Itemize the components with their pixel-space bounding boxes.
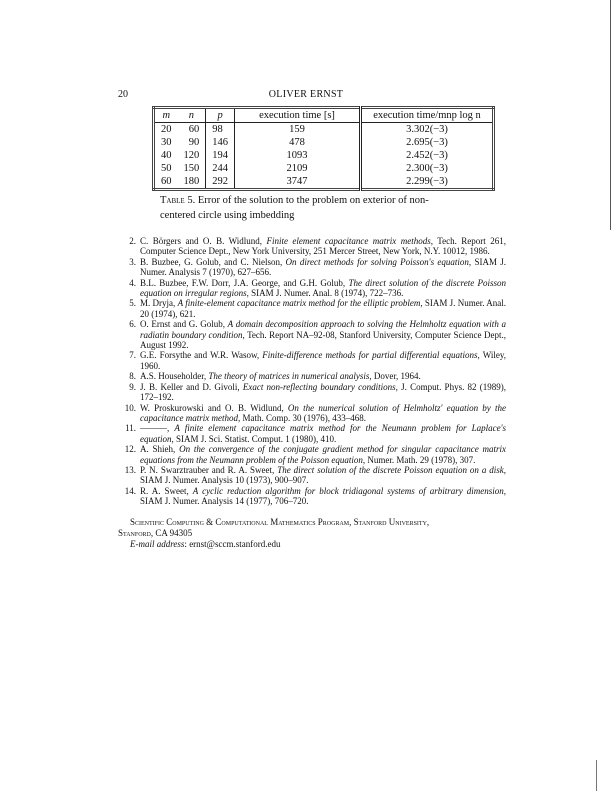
- reference-details: , SIAM J. Numer. Analysis 7 (1970), 627–656.: [140, 256, 507, 278]
- reference-authors: C. Börgers and O. B. Widlund,: [140, 236, 267, 246]
- reference-item: [128, 236, 506, 257]
- table-cell: 2109: [235, 162, 361, 175]
- reference-details: , J. Comput. Phys. 82 (1989), 172–192.: [140, 381, 507, 403]
- reference-number: 7.: [129, 350, 136, 361]
- results-table: [152, 106, 495, 191]
- table-cell: 40: [161, 150, 172, 161]
- reference-authors: W. Proskurowski and O. B. Widlund,: [140, 402, 288, 413]
- reference-details: , SIAM J. Numer. Anal. 20 (1974), 621.: [140, 298, 507, 319]
- col-header: p: [206, 108, 235, 123]
- reference-item: [124, 444, 506, 465]
- col-header: n: [178, 108, 206, 123]
- table-row: [154, 123, 494, 137]
- table-cell: 244: [206, 162, 235, 175]
- table-cell: 3747: [235, 175, 361, 190]
- address-line-2: Stanford, CA 94305: [118, 528, 193, 538]
- table-cell: 159: [235, 123, 361, 137]
- table-cell: 478: [235, 136, 361, 149]
- table-row: [154, 136, 494, 149]
- reference-details: , SIAM J. Numer. Analysis 10 (1973), 900–907.: [140, 464, 507, 486]
- table-cell: 292: [206, 175, 235, 190]
- reference-title: On the numerical solution of Helmholtz' equation by the capacitance matrix method: [140, 402, 506, 423]
- table-cell: 60: [161, 176, 172, 187]
- reference-title: On direct methods for solving Poisson's equation: [285, 256, 469, 267]
- reference-title: A cyclic reduction algorithm for block tridiagonal systems of arbitrary dimension: [192, 485, 504, 496]
- table-cell: 2.695(−3): [361, 136, 494, 149]
- reference-authors: R. A. Sweet,: [140, 485, 193, 496]
- table-cell: 90: [188, 137, 200, 148]
- reference-number: 4.: [129, 277, 136, 288]
- reference-number: 6.: [129, 319, 136, 330]
- table-cell: 3.302(−3): [361, 123, 494, 137]
- reference-details: , Wiley, 1960.: [140, 350, 506, 371]
- reference-item: [124, 485, 506, 507]
- reference-authors: G.E. Forsythe and W.R. Wasow,: [140, 350, 263, 361]
- reference-authors: P. N. Swarztrauber and R. A. Sweet,: [140, 464, 278, 475]
- col-header: execution time [s]: [235, 108, 361, 123]
- reference-number: 10.: [124, 402, 136, 413]
- reference-details: , SIAM J. Numer. Anal. 8 (1974), 722–736.: [246, 288, 404, 299]
- reference-number: 5.: [129, 298, 136, 309]
- reference-details: , Tech. Report 261, Computer Science Dept., New York University, 251 Mercer Street, New York, N.Y. 10012, 1986.: [140, 236, 506, 257]
- reference-item: [128, 371, 506, 381]
- reference-number: 14.: [124, 485, 136, 496]
- caption-label: Table 5.: [160, 195, 196, 206]
- table-cell: 30: [161, 137, 172, 148]
- reference-title: The direct solution of the discrete Poisson equation on irregular regions: [140, 277, 506, 299]
- table-cell: 2.299(−3): [361, 175, 494, 190]
- reference-authors: M. Dryja,: [140, 298, 178, 309]
- reference-item: [124, 464, 507, 486]
- reference-item: [128, 257, 506, 278]
- author-address: [118, 517, 508, 550]
- scan-edge: [610, 0, 611, 230]
- reference-number: 12.: [124, 444, 136, 455]
- reference-title: On the convergence of the conjugate gradient method for singular capacitance matrix equations from the Neumann problem of the Poisson equation: [140, 444, 506, 465]
- table-cell: 20: [161, 124, 172, 135]
- reference-details: , SIAM J. Sci. Statist. Comput. 1 (1980), 410.: [171, 433, 337, 444]
- reference-title: Exact non-reflecting boundary conditions: [242, 381, 396, 392]
- reference-item: [124, 402, 506, 424]
- reference-authors: B.L. Buzbee, F.W. Dorr, J.A. George, and G.H. Golub,: [140, 277, 349, 288]
- table-cell: 2.452(−3): [361, 149, 494, 162]
- table-row: [154, 162, 494, 175]
- reference-details: , Dover, 1964.: [369, 371, 421, 382]
- col-header: execution time/mnp log n: [361, 108, 494, 123]
- reference-title: The theory of matrices in numerical analysis: [208, 371, 370, 382]
- reference-title: Finite-difference methods for partial differential equations: [262, 350, 478, 361]
- reference-item: [125, 423, 507, 444]
- reference-item: [128, 298, 506, 319]
- reference-title: Finite element capacitance matrix methods: [266, 236, 431, 246]
- table-row: [154, 149, 494, 162]
- table-caption: [160, 193, 460, 223]
- reference-details: , Tech. Report NA–92-08, Stanford University, Computer Science Dept., August 1992.: [140, 329, 506, 351]
- reference-number: 8.: [129, 371, 136, 382]
- table-cell: 146: [206, 136, 235, 149]
- reference-item: [128, 278, 506, 299]
- running-head: OLIVER ERNST: [268, 89, 344, 100]
- table-cell: 150: [183, 163, 200, 174]
- reference-number: 3.: [129, 256, 136, 267]
- table-cell: 194: [206, 149, 235, 162]
- table-cell: 60: [188, 124, 200, 135]
- reference-details: , Numer. Math. 29 (1978), 307.: [362, 454, 476, 465]
- reference-number: 13.: [124, 464, 136, 475]
- reference-list: [124, 236, 507, 507]
- reference-authors: J. B. Keller and D. Givoli,: [140, 381, 243, 392]
- table-cell: 98: [206, 123, 235, 137]
- reference-authors: ———,: [140, 423, 175, 434]
- reference-authors: B. Buzbee, G. Golub, and C. Nielson,: [140, 256, 286, 267]
- page-number: 20: [118, 89, 128, 100]
- table-cell: 1093: [235, 149, 361, 162]
- reference-authors: O. Ernst and G. Golub,: [140, 319, 228, 330]
- table-row: [154, 175, 494, 190]
- reference-details: , SIAM J. Numer. Analysis 14 (1977), 706–720.: [140, 485, 506, 507]
- reference-item: [128, 382, 506, 403]
- table-header-row: [154, 108, 494, 123]
- reference-item: [128, 319, 506, 350]
- scan-edge: [596, 760, 597, 791]
- reference-details: , Math. Comp. 30 (1976), 433–468.: [237, 412, 366, 423]
- reference-authors: A. Shieh,: [140, 444, 180, 455]
- email-label: E-mail address: [130, 539, 185, 549]
- reference-title: A domain decomposition approach to solving the Helmholtz equation with a radiatin boundary condition: [140, 319, 506, 340]
- reference-title: A finite element capacitance matrix method for the Neumann problem for Laplace's equation: [140, 423, 507, 444]
- address-line-1: Scientific Computing & Computational Mathematics Program, Stanford University,: [130, 517, 430, 527]
- email-line: E-mail address: ernst@sccm.stanford.edu: [130, 539, 281, 549]
- reference-number: 11.: [125, 423, 136, 434]
- reference-authors: A.S. Householder,: [140, 371, 209, 382]
- col-header: m: [154, 108, 178, 123]
- table-cell: 2.300(−3): [361, 162, 494, 175]
- reference-title: A finite-element capacitance matrix method for the elliptic problem: [177, 298, 421, 309]
- reference-item: [128, 350, 506, 371]
- email-address[interactable]: ernst@sccm.stanford.edu: [189, 539, 281, 549]
- reference-title: The direct solution of the discrete Poisson equation on a disk: [277, 464, 504, 475]
- reference-number: 9.: [129, 381, 136, 392]
- reference-number: 2.: [129, 236, 136, 246]
- table-cell: 180: [183, 176, 200, 187]
- table-cell: 120: [183, 150, 200, 161]
- caption-text: Error of the solution to the problem on exterior of non-centered circle using imbedding: [160, 195, 429, 221]
- table-cell: 50: [161, 163, 172, 174]
